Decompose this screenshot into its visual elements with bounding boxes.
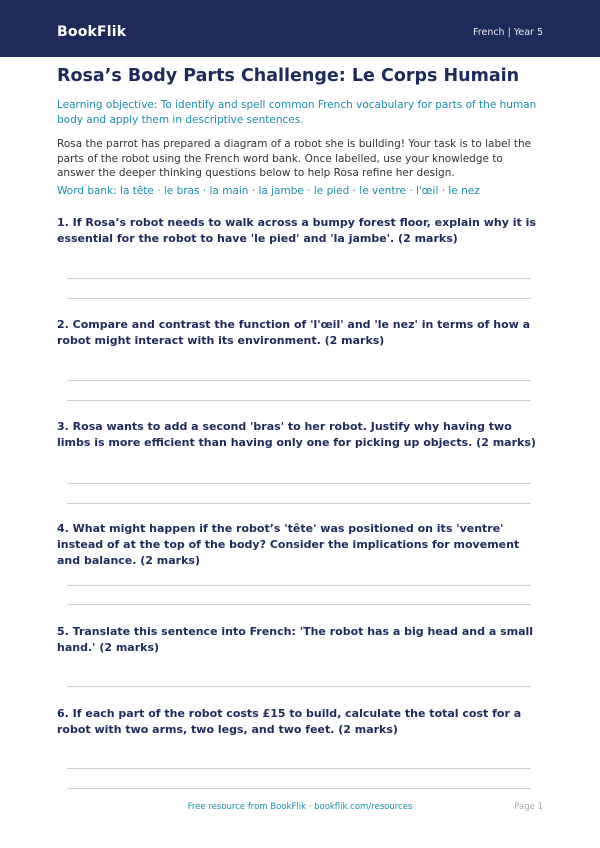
answer-line[interactable] [67, 483, 531, 484]
page-title: Rosa’s Body Parts Challenge: Le Corps Humain [57, 66, 520, 86]
answer-line[interactable] [67, 686, 531, 687]
question-3: 3. Rosa wants to add a second 'bras' to her robot. Justify why having two limbs is more efficient than having only one for picking up objects. (2 marks) [57, 420, 536, 449]
answer-line[interactable] [67, 585, 531, 586]
page-number: Page 1 [514, 802, 543, 812]
answer-line[interactable] [67, 788, 531, 789]
question-5: 5. Translate this sentence into French: 'The robot has a big head and a small hand.' (2 marks) [57, 625, 534, 654]
answer-line[interactable] [67, 768, 531, 769]
answer-line[interactable] [67, 400, 531, 401]
intro-text: Rosa the parrot has prepared a diagram of a robot she is building! Your task is to label the parts of the robot using the French word bank. Once labelled, use your knowledge to answer the deeper thinking questions below to help Rosa refine her design. [57, 138, 532, 179]
page-header [0, 0, 600, 57]
question-4: 4. What might happen if the robot’s 'tête' was positioned on its 'ventre' instead of at the top of the body? Consider the implications for movement and balance. (2 marks) [57, 522, 520, 567]
answer-line[interactable] [67, 278, 531, 279]
question-2: 2. Compare and contrast the function of 'l'œil' and 'le nez' in terms of how a robot might interact with its environment. (2 marks) [57, 318, 531, 347]
subject-year-label: French | Year 5 [473, 27, 543, 38]
answer-line[interactable] [67, 380, 531, 381]
word-bank: Word bank: la tête · le bras · la main · la jambe · le pied · le ventre · l'œil · le nez [57, 185, 480, 197]
answer-line[interactable] [67, 503, 531, 504]
answer-line[interactable] [67, 604, 531, 605]
question-6: 6. If each part of the robot costs £15 to build, calculate the total cost for a robot with two arms, two legs, and two feet. (2 marks) [57, 707, 522, 736]
footer-link[interactable]: Free resource from BookFlik · bookflik.com/resources [187, 802, 413, 812]
brand-logo: BookFlik [57, 24, 127, 40]
question-1: 1. If Rosa’s robot needs to walk across a bumpy forest floor, explain why it is essential for the robot to have 'le pied' and 'la jambe'. (2 marks) [57, 216, 536, 245]
learning-objective: Learning objective: To identify and spell common French vocabulary for parts of the human body and apply them in descriptive sentences. [57, 99, 537, 126]
answer-line[interactable] [67, 298, 531, 299]
